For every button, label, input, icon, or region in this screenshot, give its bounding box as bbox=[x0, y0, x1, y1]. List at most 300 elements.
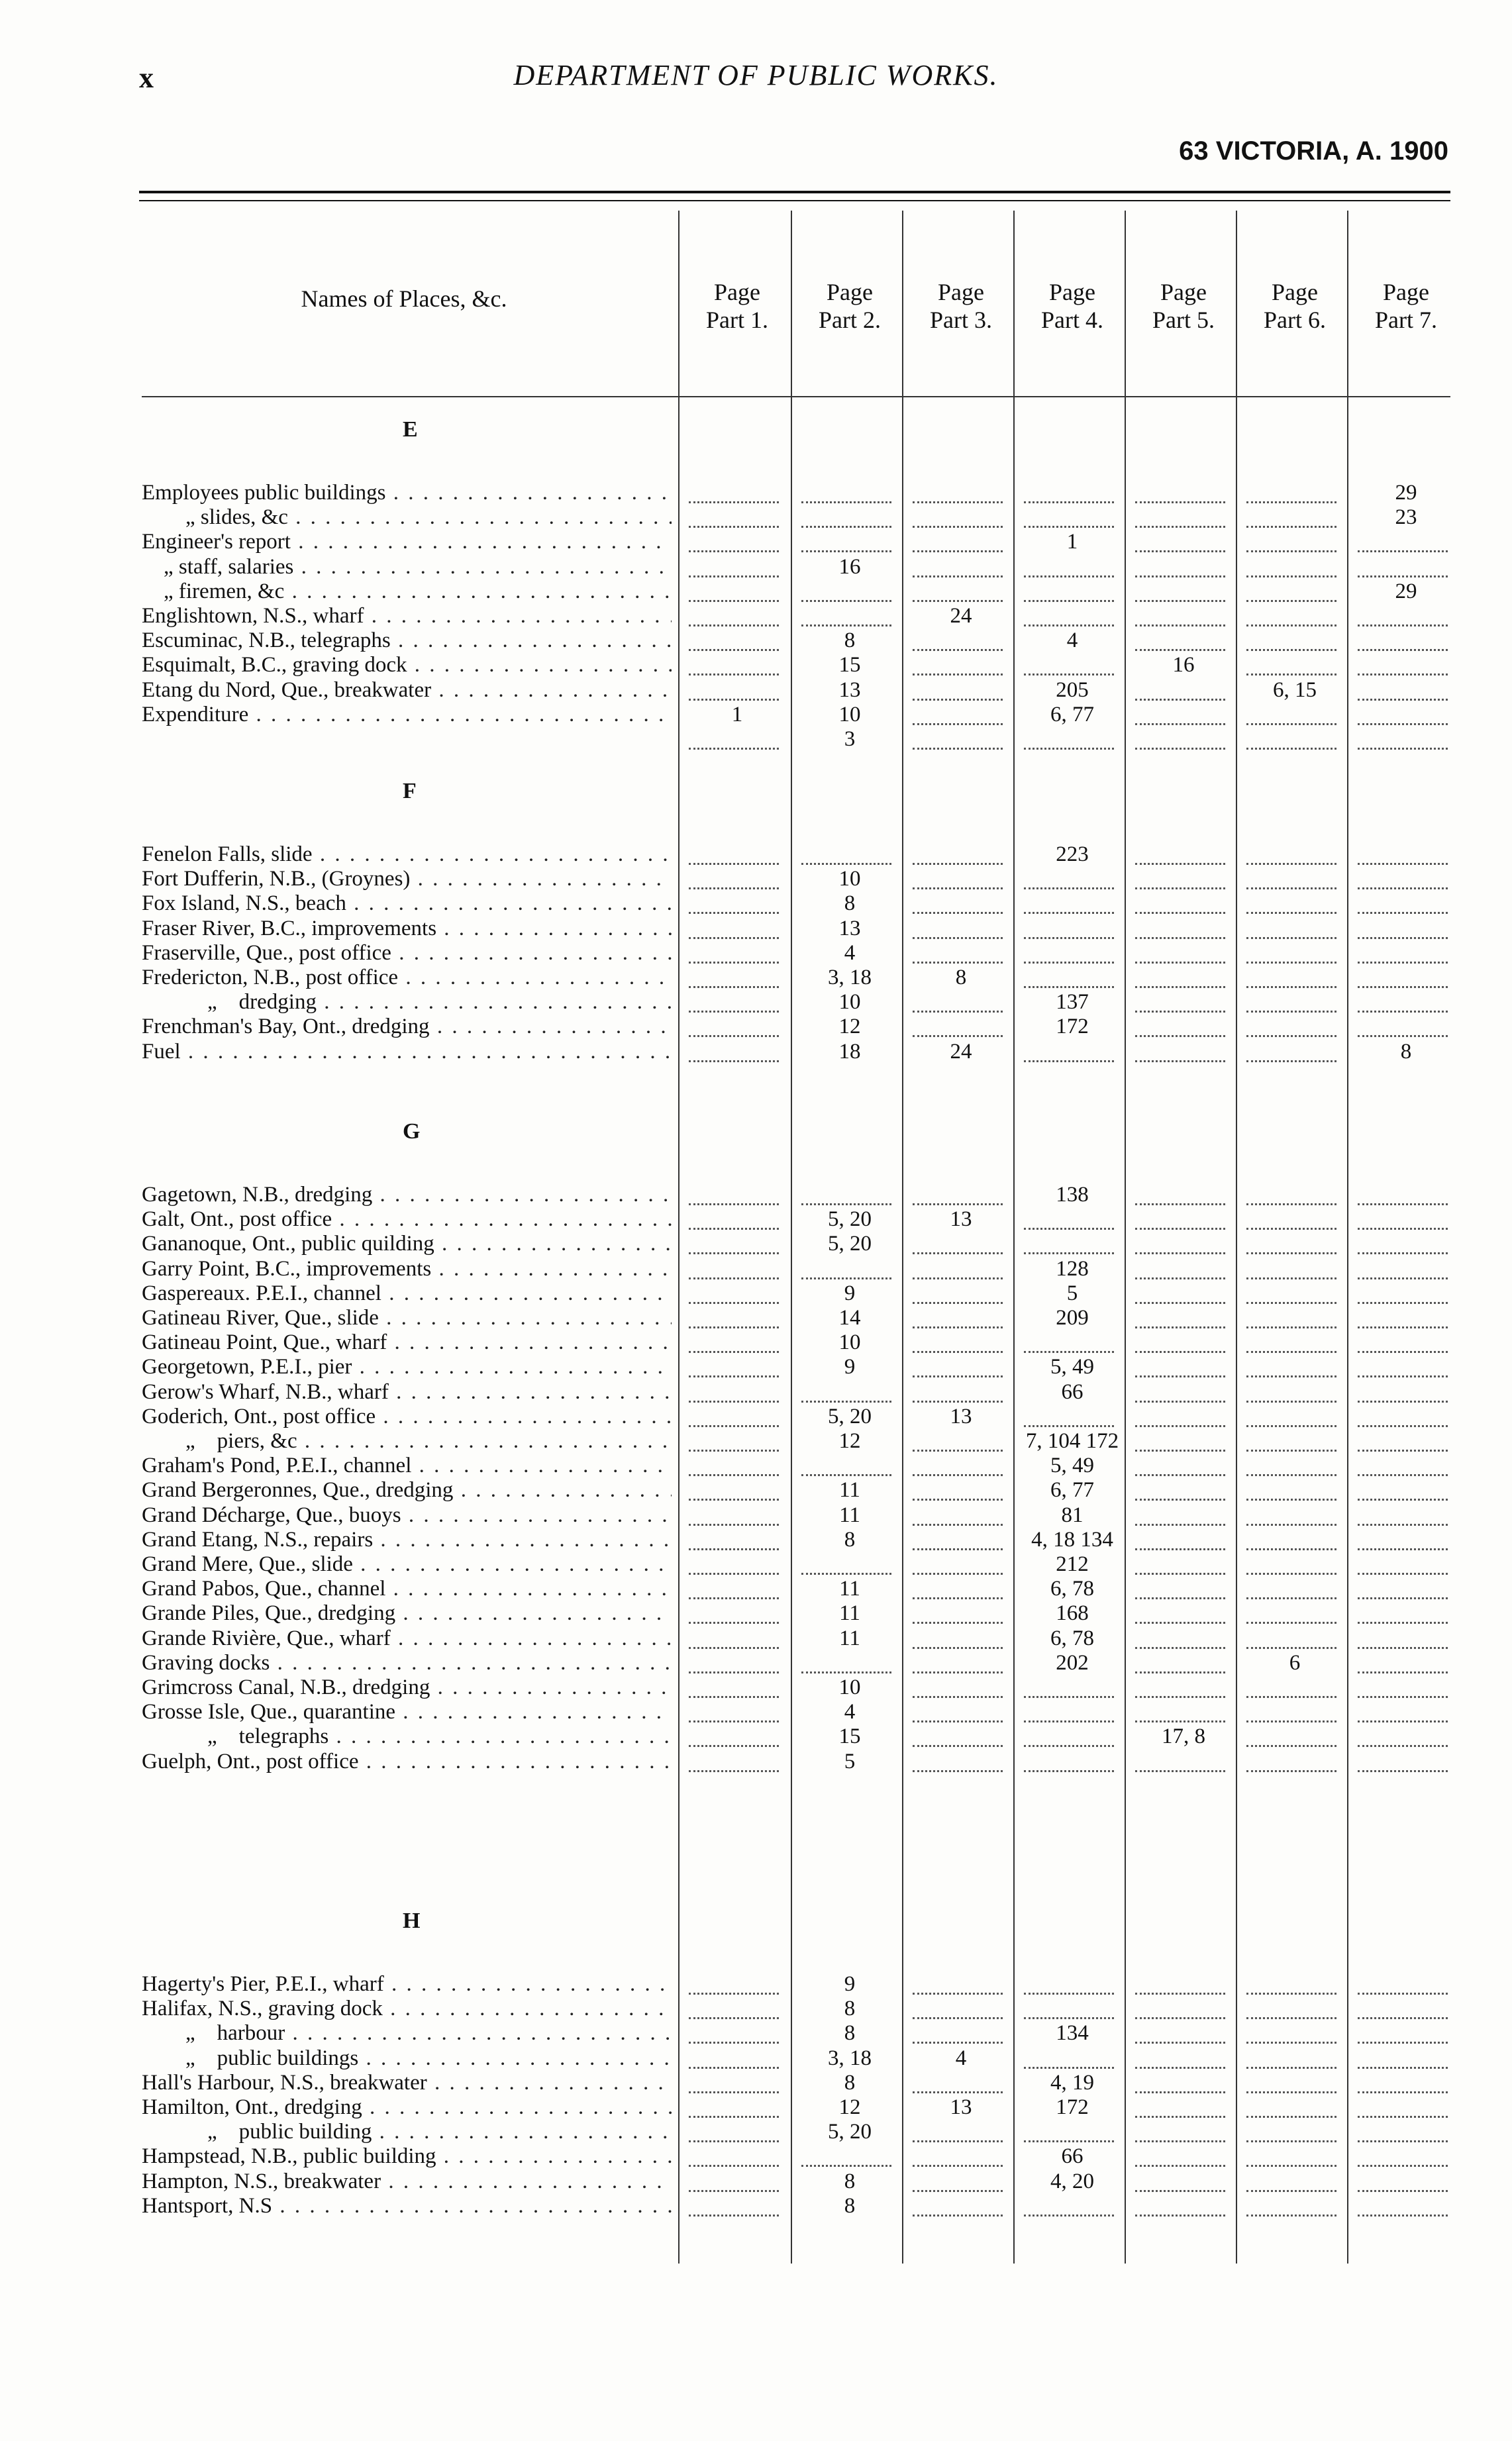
place-name: Hamilton, Ont., dredging . . . bbox=[142, 2095, 672, 2120]
dot-leader-line bbox=[1024, 1228, 1114, 1254]
dot-leader-line bbox=[1135, 1179, 1225, 1205]
place-name: „ public building . . . bbox=[142, 2120, 672, 2144]
dot-leader-line bbox=[1135, 1228, 1225, 1254]
dot-leader-line bbox=[913, 1720, 1003, 1747]
dot-leader-line bbox=[1135, 1993, 1225, 2019]
dot-leader-line bbox=[689, 624, 779, 651]
column-divider bbox=[1013, 211, 1015, 2264]
dot-leader-line bbox=[689, 962, 779, 988]
dot-leader-line bbox=[689, 1524, 779, 1550]
place-name: Gagetown, N.B., dredging . . . bbox=[142, 1183, 672, 1207]
dot-leader-line bbox=[1358, 624, 1448, 651]
dot-leader-line bbox=[689, 2017, 779, 2044]
dot-leader-line bbox=[913, 674, 1003, 701]
column-divider bbox=[1236, 211, 1237, 2264]
page-ref-part-2: 11 bbox=[839, 1601, 860, 1626]
place-name: Guelph, Ont., post office . . . bbox=[142, 1750, 672, 1774]
dot-leader-line bbox=[1246, 838, 1336, 865]
place-name: Hall's Harbour, N.S., breakwater . . . bbox=[142, 2071, 672, 2095]
section-letter: H bbox=[403, 1909, 421, 1933]
place-name: Grimcross Canal, N.B., dredging . . . bbox=[142, 1675, 672, 1700]
dot-leader-line bbox=[1246, 600, 1336, 626]
dot-leader-line bbox=[913, 501, 1003, 528]
dot-leader-line bbox=[1358, 1253, 1448, 1279]
dot-leader-line bbox=[1358, 1376, 1448, 1403]
dot-leader-line bbox=[913, 2116, 1003, 2142]
dot-leader-line bbox=[1024, 1203, 1114, 1230]
part-7-column-header bbox=[1351, 278, 1461, 334]
dot-leader-line bbox=[689, 551, 779, 577]
dot-leader-line bbox=[689, 1253, 779, 1279]
place-name: Galt, Ont., post office . . . bbox=[142, 1207, 672, 1232]
page-ref-part-4: 205 bbox=[1056, 677, 1089, 702]
names-column-header: Names of Places, &c. bbox=[301, 285, 507, 312]
dot-leader-line bbox=[1246, 1425, 1336, 1452]
dot-leader-line bbox=[1358, 962, 1448, 988]
dot-leader-line bbox=[689, 1277, 779, 1304]
dot-leader-line bbox=[1358, 1450, 1448, 1476]
dot-leader-line bbox=[1358, 1203, 1448, 1230]
page-ref-part-4: 6, 78 bbox=[1050, 1577, 1094, 1601]
dot-leader-line bbox=[689, 501, 779, 528]
dot-leader-line bbox=[689, 2091, 779, 2118]
page-ref-part-4: 223 bbox=[1056, 842, 1089, 866]
dot-leader-line bbox=[801, 1450, 891, 1476]
place-name: „ staff, salaries . . . bbox=[142, 555, 672, 579]
section-letter: E bbox=[403, 417, 418, 442]
dot-leader-line bbox=[1135, 2091, 1225, 2118]
dot-leader-line bbox=[1135, 1597, 1225, 1624]
page-ref-part-2: 5, 20 bbox=[828, 1232, 872, 1256]
dot-leader-line bbox=[1135, 2067, 1225, 2093]
dot-leader-line bbox=[1358, 2042, 1448, 2069]
place-name: Goderich, Ont., post office . . . bbox=[142, 1405, 672, 1429]
dot-leader-line bbox=[689, 887, 779, 914]
dot-leader-line bbox=[1358, 1548, 1448, 1575]
dot-leader-line bbox=[1358, 1671, 1448, 1698]
page-ref-part-2: 8 bbox=[844, 1527, 856, 1552]
page-ref-part-4: 4, 20 bbox=[1050, 2169, 1094, 2193]
place-name: Hampton, N.S., breakwater . . . bbox=[142, 2169, 672, 2194]
dot-leader-line bbox=[1246, 649, 1336, 675]
part-1-column-header bbox=[682, 278, 792, 334]
place-name: Grand Bergeronnes, Que., dredging . . . bbox=[142, 1478, 672, 1503]
page-ref-part-5: 17, 8 bbox=[1162, 1724, 1205, 1749]
dot-leader-line bbox=[1135, 913, 1225, 939]
dot-leader-line bbox=[689, 649, 779, 675]
dot-leader-line bbox=[1135, 1671, 1225, 1698]
place-name: Fuel . . . bbox=[142, 1040, 672, 1064]
header-line: Part 7. bbox=[1375, 307, 1437, 333]
header-line: Part 6. bbox=[1264, 307, 1326, 333]
dot-leader-line bbox=[1358, 649, 1448, 675]
dot-leader-line bbox=[1246, 863, 1336, 889]
header-line: Page bbox=[827, 279, 873, 305]
header-line: Part 4. bbox=[1041, 307, 1103, 333]
place-name: Etang du Nord, Que., breakwater . . . bbox=[142, 678, 672, 703]
dot-leader-line bbox=[1135, 1277, 1225, 1304]
place-name: Escuminac, N.B., telegraphs . . . bbox=[142, 628, 672, 653]
dot-leader-line bbox=[1135, 674, 1225, 701]
page-ref-part-2: 5, 20 bbox=[828, 2120, 872, 2144]
page-ref-part-3: 24 bbox=[950, 1039, 972, 1064]
place-name: Hampstead, N.B., public building . . . bbox=[142, 2144, 672, 2169]
top-rule-thin bbox=[139, 200, 1450, 201]
dot-leader-line bbox=[1135, 2190, 1225, 2217]
place-name: „ public buildings . . . bbox=[142, 2046, 672, 2071]
dot-leader-line bbox=[913, 1253, 1003, 1279]
dot-leader-line bbox=[913, 2017, 1003, 2044]
column-divider bbox=[1347, 211, 1348, 2264]
dot-leader-line bbox=[913, 838, 1003, 865]
dot-leader-line bbox=[689, 600, 779, 626]
dot-leader-line bbox=[913, 1548, 1003, 1575]
dot-leader-line bbox=[1135, 1011, 1225, 1037]
dot-leader-line bbox=[1246, 1968, 1336, 1995]
dot-leader-line bbox=[1358, 1597, 1448, 1624]
dot-leader-line bbox=[1358, 1228, 1448, 1254]
dot-leader-line bbox=[913, 1302, 1003, 1328]
dot-leader-line bbox=[1246, 2067, 1336, 2093]
dot-leader-line bbox=[1246, 2116, 1336, 2142]
page-ref-part-2: 8 bbox=[844, 2070, 856, 2095]
dot-leader-line bbox=[1135, 501, 1225, 528]
dot-leader-line bbox=[1135, 1450, 1225, 1476]
place-name: Employees public buildings . . . bbox=[142, 481, 672, 505]
dot-leader-line bbox=[1246, 2042, 1336, 2069]
place-name: „ telegraphs . . . bbox=[142, 1724, 672, 1749]
dot-leader-line bbox=[1246, 1573, 1336, 1599]
header-line: Page bbox=[1049, 279, 1095, 305]
dot-leader-line bbox=[689, 937, 779, 964]
dot-leader-line bbox=[1135, 1573, 1225, 1599]
place-name: Halifax, N.S., graving dock . . . bbox=[142, 1997, 672, 2021]
dot-leader-line bbox=[1246, 887, 1336, 914]
page-ref-part-2: 8 bbox=[844, 2193, 856, 2218]
dot-leader-line bbox=[1135, 575, 1225, 602]
page-ref-part-2: 11 bbox=[839, 1503, 860, 1527]
page-ref-part-5: 16 bbox=[1172, 653, 1195, 677]
dot-leader-line bbox=[689, 674, 779, 701]
page-ref-part-2: 3, 18 bbox=[828, 2046, 872, 2070]
dot-leader-line bbox=[913, 1179, 1003, 1205]
dot-leader-line bbox=[689, 1573, 779, 1599]
dot-leader-line bbox=[1358, 1696, 1448, 1722]
dot-leader-line bbox=[1135, 1746, 1225, 1772]
dot-leader-line bbox=[801, 501, 891, 528]
dot-leader-line bbox=[1246, 501, 1336, 528]
dot-leader-line bbox=[1358, 2166, 1448, 2192]
session-label: 63 VICTORIA, A. 1900 bbox=[1179, 136, 1448, 166]
dot-leader-line bbox=[689, 1968, 779, 1995]
dot-leader-line bbox=[913, 551, 1003, 577]
dot-leader-line bbox=[1246, 1253, 1336, 1279]
dot-leader-line bbox=[689, 913, 779, 939]
page-ref-part-2: 8 bbox=[844, 2021, 856, 2046]
dot-leader-line bbox=[1246, 1548, 1336, 1575]
dot-leader-line bbox=[1358, 1968, 1448, 1995]
column-divider bbox=[791, 211, 792, 2264]
page-ref-part-4: 81 bbox=[1061, 1503, 1084, 1527]
dot-leader-line bbox=[1024, 1968, 1114, 1995]
page-ref-part-2: 10 bbox=[838, 990, 861, 1015]
page-ref-part-2: 5 bbox=[844, 1749, 856, 1773]
page-ref-part-2: 16 bbox=[838, 554, 861, 579]
dot-leader-line bbox=[1246, 1450, 1336, 1476]
place-name: Fraser River, B.C., improvements . . . bbox=[142, 917, 672, 941]
dot-leader-line bbox=[1135, 1351, 1225, 1377]
page-ref-part-4: 66 bbox=[1061, 2144, 1084, 2169]
dot-leader-line bbox=[1135, 624, 1225, 651]
part-6-column-header bbox=[1240, 278, 1350, 334]
dot-leader-line bbox=[1135, 1253, 1225, 1279]
page-ref-part-2: 9 bbox=[844, 1355, 856, 1379]
dot-leader-line bbox=[1246, 1011, 1336, 1037]
dot-leader-line bbox=[1246, 2190, 1336, 2217]
dot-leader-line bbox=[801, 2140, 891, 2167]
dot-leader-line bbox=[1246, 1326, 1336, 1353]
dot-leader-line bbox=[913, 1671, 1003, 1698]
dot-leader-line bbox=[689, 526, 779, 552]
dot-leader-line bbox=[801, 838, 891, 865]
page-ref-part-4: 4, 18 134 bbox=[1031, 1527, 1113, 1552]
page-ref-part-4: 172 bbox=[1056, 1015, 1089, 1039]
dot-leader-line bbox=[1135, 986, 1225, 1013]
place-name: Garry Point, B.C., improvements . . . bbox=[142, 1257, 672, 1281]
dot-leader-line bbox=[1024, 2190, 1114, 2217]
dot-leader-line bbox=[1246, 1228, 1336, 1254]
page-ref-part-4: 66 bbox=[1061, 1379, 1084, 1404]
place-name: Gatineau Point, Que., wharf . . . bbox=[142, 1330, 672, 1355]
place-name: Fraserville, Que., post office . . . bbox=[142, 941, 672, 966]
page-number: x bbox=[139, 62, 154, 94]
place-name: Gerow's Wharf, N.B., wharf . . . bbox=[142, 1380, 672, 1405]
place-name: Gaspereaux. P.E.I., channel . . . bbox=[142, 1281, 672, 1306]
dot-leader-line bbox=[1246, 986, 1336, 1013]
dot-leader-line bbox=[1358, 1622, 1448, 1649]
dot-leader-line bbox=[1246, 1499, 1336, 1526]
dot-leader-line bbox=[689, 1499, 779, 1526]
dot-leader-line bbox=[913, 986, 1003, 1013]
dot-leader-line bbox=[1246, 1036, 1336, 1062]
column-header-row bbox=[0, 211, 1512, 396]
place-name: Esquimalt, B.C., graving dock . . . bbox=[142, 653, 672, 677]
page-ref-part-7: 23 bbox=[1395, 505, 1417, 530]
dot-leader-line bbox=[1135, 937, 1225, 964]
dot-leader-line bbox=[1246, 1622, 1336, 1649]
dot-leader-line bbox=[801, 600, 891, 626]
page-ref-part-2: 11 bbox=[839, 1577, 860, 1601]
place-name: Grand Etang, N.S., repairs . . . bbox=[142, 1528, 672, 1552]
place-name: Grand Pabos, Que., channel . . . bbox=[142, 1577, 672, 1601]
dot-leader-line bbox=[1358, 887, 1448, 914]
dot-leader-line bbox=[1246, 1401, 1336, 1427]
dot-leader-line bbox=[1246, 624, 1336, 651]
dot-leader-line bbox=[913, 1351, 1003, 1377]
section-letter: F bbox=[403, 779, 417, 803]
dot-leader-line bbox=[689, 1351, 779, 1377]
index-row bbox=[0, 2194, 1512, 2218]
dot-leader-line bbox=[1358, 1993, 1448, 2019]
dot-leader-line bbox=[913, 1277, 1003, 1304]
dot-leader-line bbox=[913, 477, 1003, 503]
dot-leader-line bbox=[1358, 1351, 1448, 1377]
dot-leader-line bbox=[689, 838, 779, 865]
place-name: Graving docks . . . bbox=[142, 1651, 672, 1675]
dot-leader-line bbox=[1246, 1746, 1336, 1772]
section-letter: G bbox=[403, 1119, 421, 1144]
dot-leader-line bbox=[1358, 2091, 1448, 2118]
page-ref-part-4: 6, 78 bbox=[1050, 1626, 1094, 1650]
dot-leader-line bbox=[1024, 575, 1114, 602]
page-ref-part-2: 5, 20 bbox=[828, 1207, 872, 1232]
dot-leader-line bbox=[1358, 699, 1448, 725]
dot-leader-line bbox=[913, 624, 1003, 651]
page-ref-part-3: 13 bbox=[950, 1207, 972, 1232]
dot-leader-line bbox=[1135, 1524, 1225, 1550]
dot-leader-line bbox=[689, 1597, 779, 1624]
dot-leader-line bbox=[913, 1376, 1003, 1403]
page-ref-part-2: 4 bbox=[844, 940, 856, 965]
page-ref-part-2: 11 bbox=[839, 1626, 860, 1650]
dot-leader-line bbox=[1358, 526, 1448, 552]
place-name: Gananoque, Ont., public quilding . . . bbox=[142, 1232, 672, 1256]
dot-leader-line bbox=[1024, 1746, 1114, 1772]
dot-leader-line bbox=[1135, 2042, 1225, 2069]
place-name: „ slides, &c . . . bbox=[142, 505, 672, 530]
dot-leader-line bbox=[689, 575, 779, 602]
dot-leader-line bbox=[913, 526, 1003, 552]
dot-leader-line bbox=[1024, 863, 1114, 889]
dot-leader-line bbox=[1358, 986, 1448, 1013]
dot-leader-line bbox=[1135, 1203, 1225, 1230]
dot-leader-line bbox=[1358, 1499, 1448, 1526]
page-ref-part-2: 13 bbox=[838, 677, 861, 702]
header-line: Page bbox=[1383, 279, 1429, 305]
place-name: Graham's Pond, P.E.I., channel . . . bbox=[142, 1454, 672, 1478]
page-ref-part-2: 11 bbox=[839, 1478, 860, 1503]
page-ref-part-7: 29 bbox=[1395, 579, 1417, 603]
dot-leader-line bbox=[689, 1036, 779, 1062]
dot-leader-line bbox=[689, 1993, 779, 2019]
page-ref-part-4: 4, 19 bbox=[1050, 2070, 1094, 2095]
page-ref-part-2: 12 bbox=[838, 1429, 861, 1453]
dot-leader-line bbox=[1135, 1302, 1225, 1328]
dot-leader-line bbox=[1358, 937, 1448, 964]
page-ref-part-4: 1 bbox=[1066, 530, 1078, 554]
dot-leader-line bbox=[1358, 2190, 1448, 2217]
dot-leader-line bbox=[689, 1647, 779, 1673]
page-ref-part-4: 137 bbox=[1056, 990, 1089, 1015]
dot-leader-line bbox=[1358, 1425, 1448, 1452]
index-row bbox=[0, 727, 1512, 752]
dot-leader-line bbox=[689, 2116, 779, 2142]
page-ref-part-7: 8 bbox=[1400, 1039, 1412, 1064]
dot-leader-line bbox=[801, 1179, 891, 1205]
dot-leader-line bbox=[1024, 913, 1114, 939]
dot-leader-line bbox=[1358, 1179, 1448, 1205]
page-ref-part-2: 18 bbox=[838, 1039, 861, 1064]
dot-leader-line bbox=[913, 913, 1003, 939]
place-name: „ piers, &c . . . bbox=[142, 1429, 672, 1454]
dot-leader-line bbox=[1246, 1277, 1336, 1304]
dot-leader-line bbox=[913, 649, 1003, 675]
place-name: Grand Décharge, Que., buoys . . . bbox=[142, 1503, 672, 1528]
dot-leader-line bbox=[1358, 913, 1448, 939]
page-ref-part-4: 172 bbox=[1056, 2095, 1089, 2119]
dot-leader-line bbox=[689, 1671, 779, 1698]
dot-leader-line bbox=[1135, 526, 1225, 552]
dot-leader-line bbox=[689, 1228, 779, 1254]
dot-leader-line bbox=[1358, 600, 1448, 626]
dot-leader-line bbox=[689, 1474, 779, 1501]
dot-leader-line bbox=[689, 1720, 779, 1747]
dot-leader-line bbox=[1358, 2140, 1448, 2167]
dot-leader-line bbox=[1135, 600, 1225, 626]
page-ref-part-4: 168 bbox=[1056, 1601, 1089, 1626]
dot-leader-line bbox=[1246, 962, 1336, 988]
dot-leader-line bbox=[913, 1011, 1003, 1037]
dot-leader-line bbox=[689, 1302, 779, 1328]
dot-leader-line bbox=[913, 2140, 1003, 2167]
dot-leader-line bbox=[1358, 1011, 1448, 1037]
part-5-column-header bbox=[1129, 278, 1238, 334]
place-name: Engineer's report . . . bbox=[142, 530, 672, 554]
dot-leader-line bbox=[689, 723, 779, 750]
header-line: Page bbox=[1272, 279, 1318, 305]
page-ref-part-7: 29 bbox=[1395, 481, 1417, 505]
dot-leader-line bbox=[689, 1401, 779, 1427]
dot-leader-line bbox=[1024, 649, 1114, 675]
dot-leader-line bbox=[1246, 913, 1336, 939]
dot-leader-line bbox=[689, 2190, 779, 2217]
page-ref-part-4: 134 bbox=[1056, 2021, 1089, 2046]
dot-leader-line bbox=[689, 1696, 779, 1722]
dot-leader-line bbox=[689, 2166, 779, 2192]
place-name: Englishtown, N.S., wharf . . . bbox=[142, 604, 672, 628]
dot-leader-line bbox=[1246, 1597, 1336, 1624]
dot-leader-line bbox=[689, 863, 779, 889]
dot-leader-line bbox=[913, 1326, 1003, 1353]
dot-leader-line bbox=[1246, 551, 1336, 577]
page-ref-part-2: 15 bbox=[838, 1724, 861, 1749]
place-name: Hantsport, N.S . . . bbox=[142, 2194, 672, 2218]
page-ref-part-2: 8 bbox=[844, 1997, 856, 2021]
dot-leader-line bbox=[1135, 1622, 1225, 1649]
page-ref-part-2: 10 bbox=[838, 702, 861, 726]
page-ref-part-2: 10 bbox=[838, 1675, 861, 1699]
dot-leader-line bbox=[1358, 2017, 1448, 2044]
top-rule bbox=[139, 191, 1450, 193]
place-name: Expenditure . . . bbox=[142, 703, 672, 727]
header-line: Part 1. bbox=[706, 307, 768, 333]
place-name: Fredericton, N.B., post office . . . bbox=[142, 966, 672, 990]
page-ref-part-4: 209 bbox=[1056, 1306, 1089, 1330]
dot-leader-line bbox=[689, 1011, 779, 1037]
page-ref-part-4: 5, 49 bbox=[1050, 1454, 1094, 1478]
page-ref-part-2: 9 bbox=[844, 1972, 856, 1996]
dot-leader-line bbox=[1246, 1302, 1336, 1328]
dot-leader-line bbox=[1246, 2091, 1336, 2118]
page-ref-part-4: 202 bbox=[1056, 1650, 1089, 1675]
dot-leader-line bbox=[1135, 1499, 1225, 1526]
place-name: Grande Piles, Que., dredging . . . bbox=[142, 1601, 672, 1626]
dot-leader-line bbox=[1358, 838, 1448, 865]
page-ref-part-2: 3, 18 bbox=[828, 966, 872, 989]
dot-leader-line bbox=[913, 1696, 1003, 1722]
header-line: Part 3. bbox=[930, 307, 992, 333]
dot-leader-line bbox=[1024, 1326, 1114, 1353]
